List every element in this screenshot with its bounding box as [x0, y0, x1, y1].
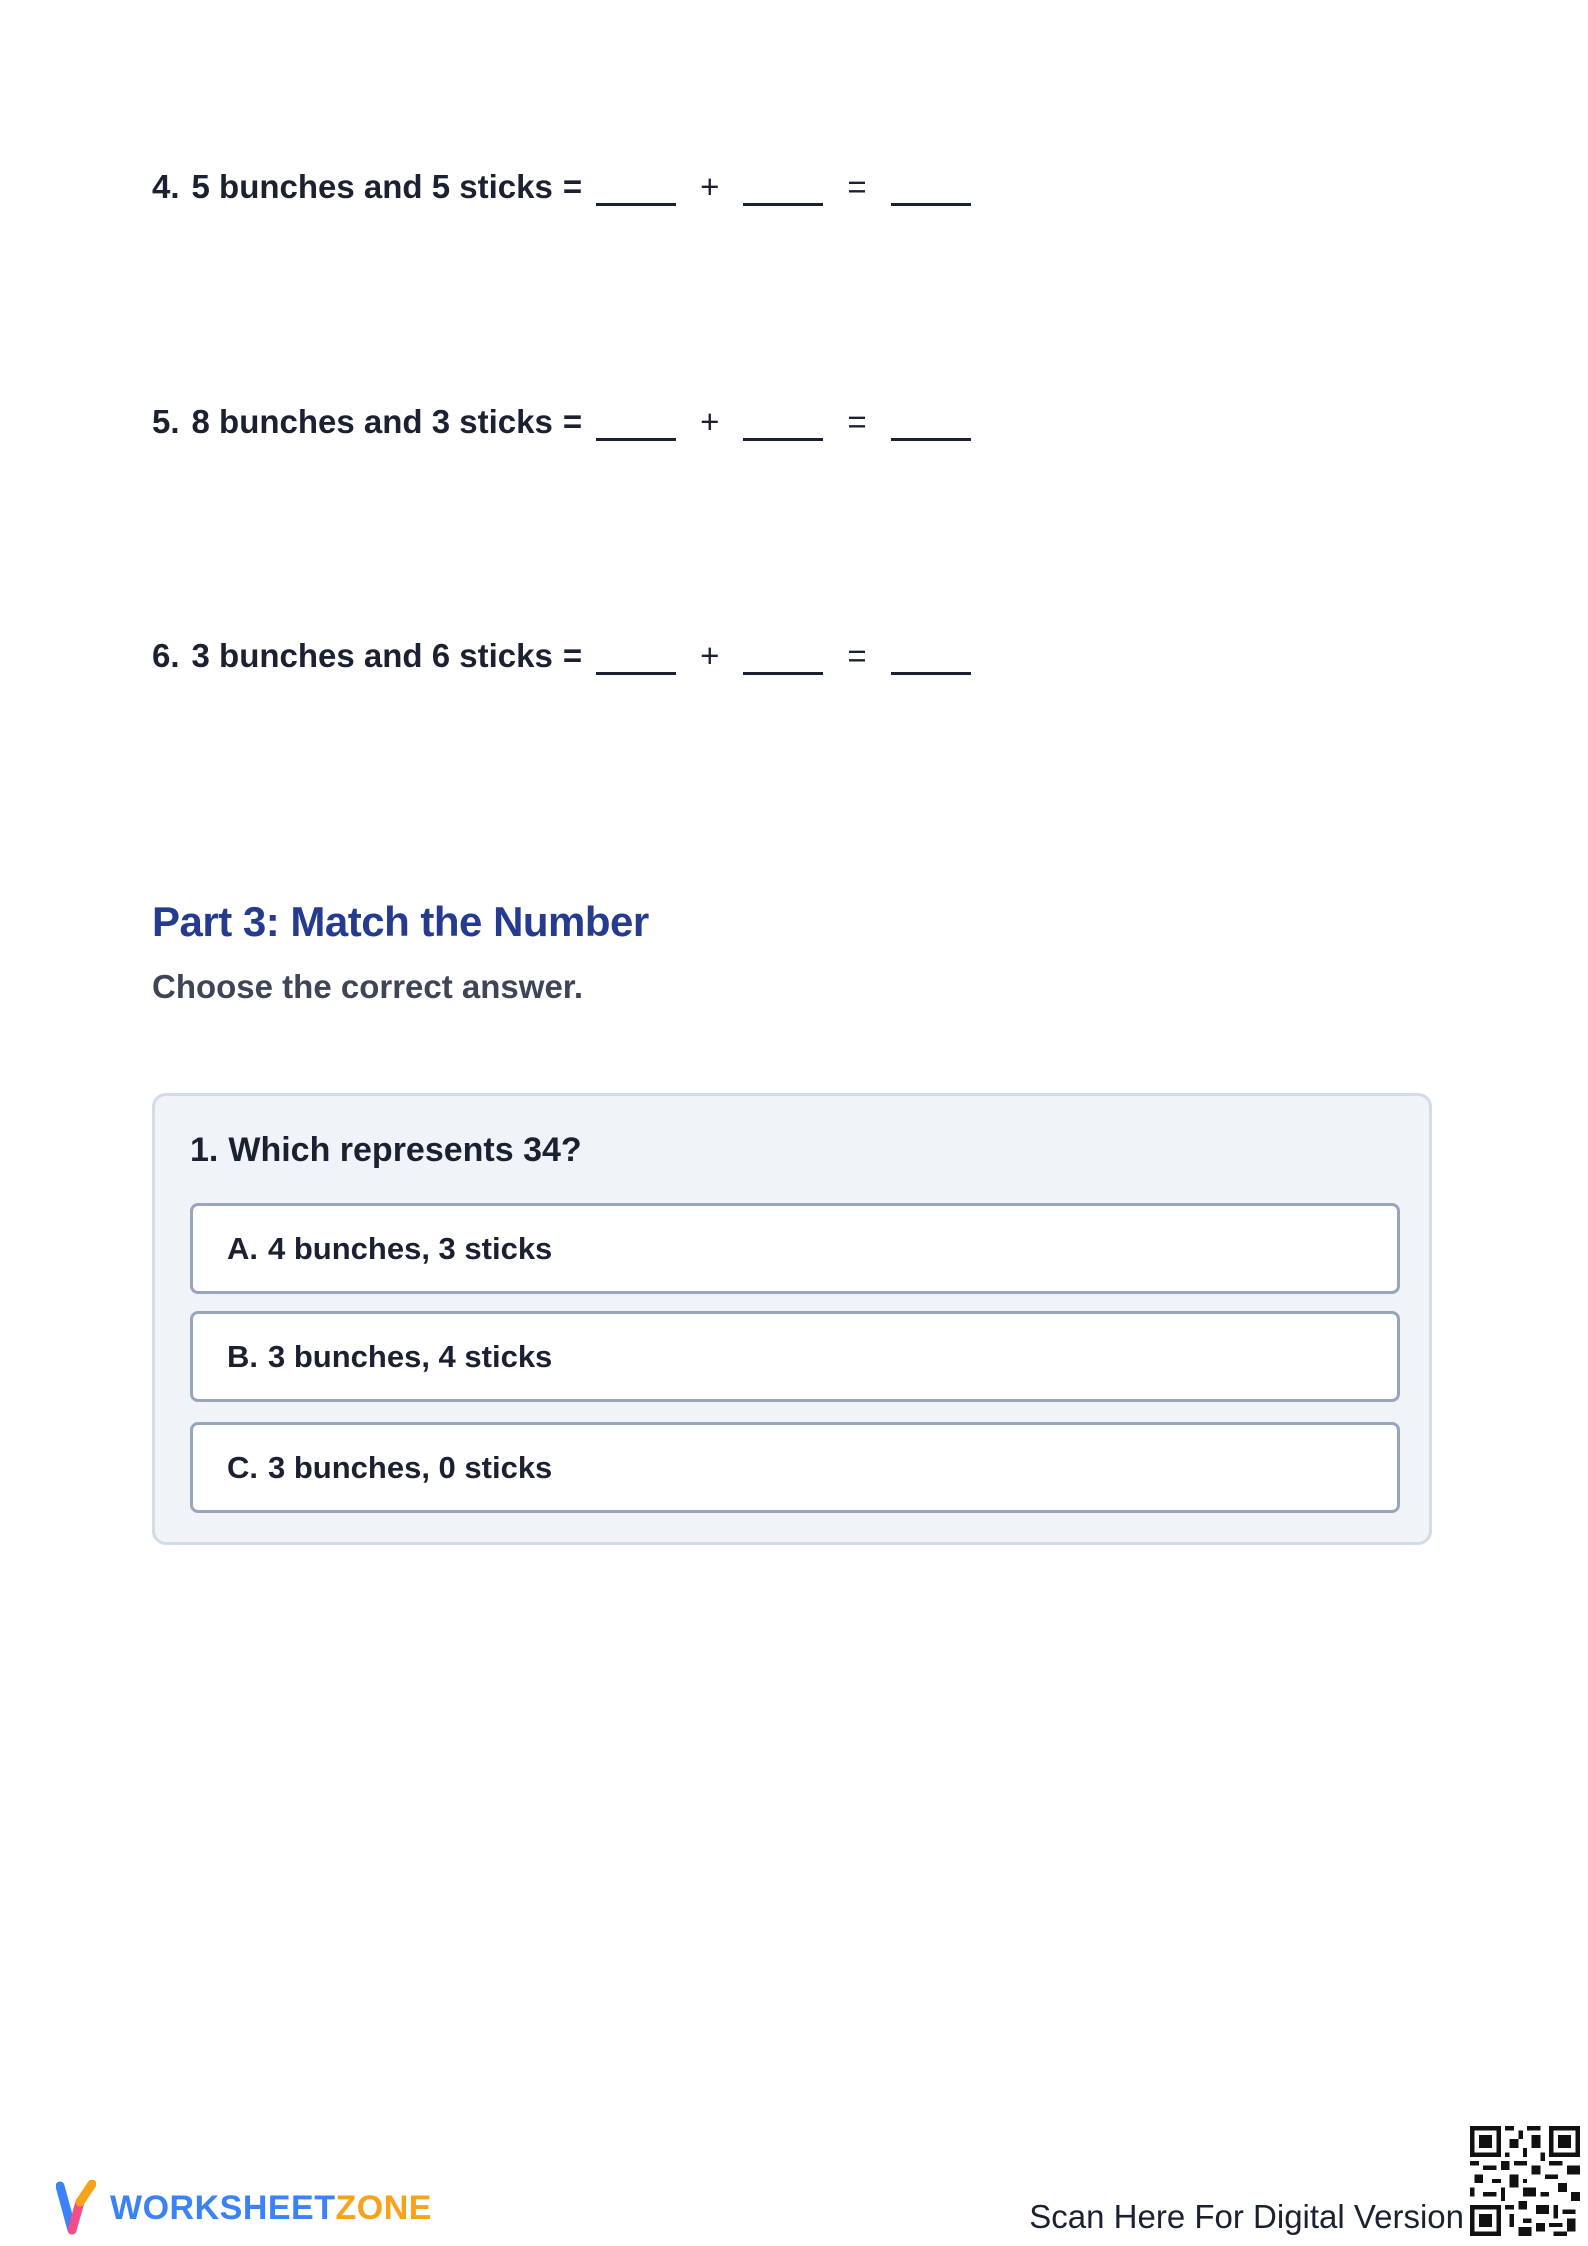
answer-option-b[interactable] — [190, 1311, 1400, 1402]
answer-blank-ones[interactable] — [743, 642, 823, 675]
problem-row — [152, 637, 977, 675]
brand-name — [110, 2189, 432, 2228]
question-title — [190, 1131, 582, 1170]
option-text: 3 bunches, 4 sticks — [268, 1338, 553, 1374]
answer-option-c[interactable] — [190, 1422, 1400, 1513]
equals-sign: = — [562, 637, 583, 674]
plus-sign: + — [700, 637, 720, 674]
answer-blank-tens[interactable] — [596, 642, 676, 675]
problem-text: 5 bunches and 5 sticks — [191, 168, 553, 205]
answer-blank-ones[interactable] — [743, 408, 823, 441]
plus-sign: + — [700, 168, 720, 205]
problem-number: 4. — [152, 168, 180, 205]
section-instructions: Choose the correct answer. — [152, 968, 583, 1005]
answer-blank-tens[interactable] — [596, 173, 676, 206]
problem-row — [152, 168, 977, 206]
option-letter: C. — [227, 1449, 258, 1485]
brand-logo — [56, 2180, 432, 2236]
qr-code-icon[interactable] — [1470, 2126, 1580, 2236]
question-number: 1. — [190, 1131, 219, 1169]
plus-sign: + — [700, 403, 720, 440]
question-card — [152, 1093, 1432, 1545]
problem-text: 3 bunches and 6 sticks — [191, 637, 553, 674]
equals-sign: = — [847, 168, 867, 205]
answer-blank-tens[interactable] — [596, 408, 676, 441]
worksheetzone-logo-icon — [56, 2180, 96, 2236]
answer-blank-total[interactable] — [891, 642, 971, 675]
equals-sign: = — [562, 403, 583, 440]
problem-number: 5. — [152, 403, 180, 440]
problem-number: 6. — [152, 637, 180, 674]
scan-instruction: Scan Here For Digital Version — [1029, 2198, 1464, 2235]
problem-text: 8 bunches and 3 sticks — [191, 403, 553, 440]
option-letter: B. — [227, 1338, 258, 1374]
answer-blank-ones[interactable] — [743, 173, 823, 206]
section-title: Part 3: Match the Number — [152, 898, 649, 945]
equals-sign: = — [847, 637, 867, 674]
answer-option-a[interactable] — [190, 1203, 1400, 1294]
brand-word-2: ZONE — [335, 2188, 432, 2227]
equals-sign: = — [562, 168, 583, 205]
option-letter: A. — [227, 1230, 258, 1266]
question-text: Which represents 34? — [228, 1131, 582, 1169]
option-text: 3 bunches, 0 sticks — [268, 1449, 553, 1485]
equals-sign: = — [847, 403, 867, 440]
answer-blank-total[interactable] — [891, 408, 971, 441]
problem-row — [152, 403, 977, 441]
answer-blank-total[interactable] — [891, 173, 971, 206]
option-text: 4 bunches, 3 sticks — [268, 1230, 553, 1266]
brand-word-1: WORKSHEET — [110, 2188, 336, 2227]
